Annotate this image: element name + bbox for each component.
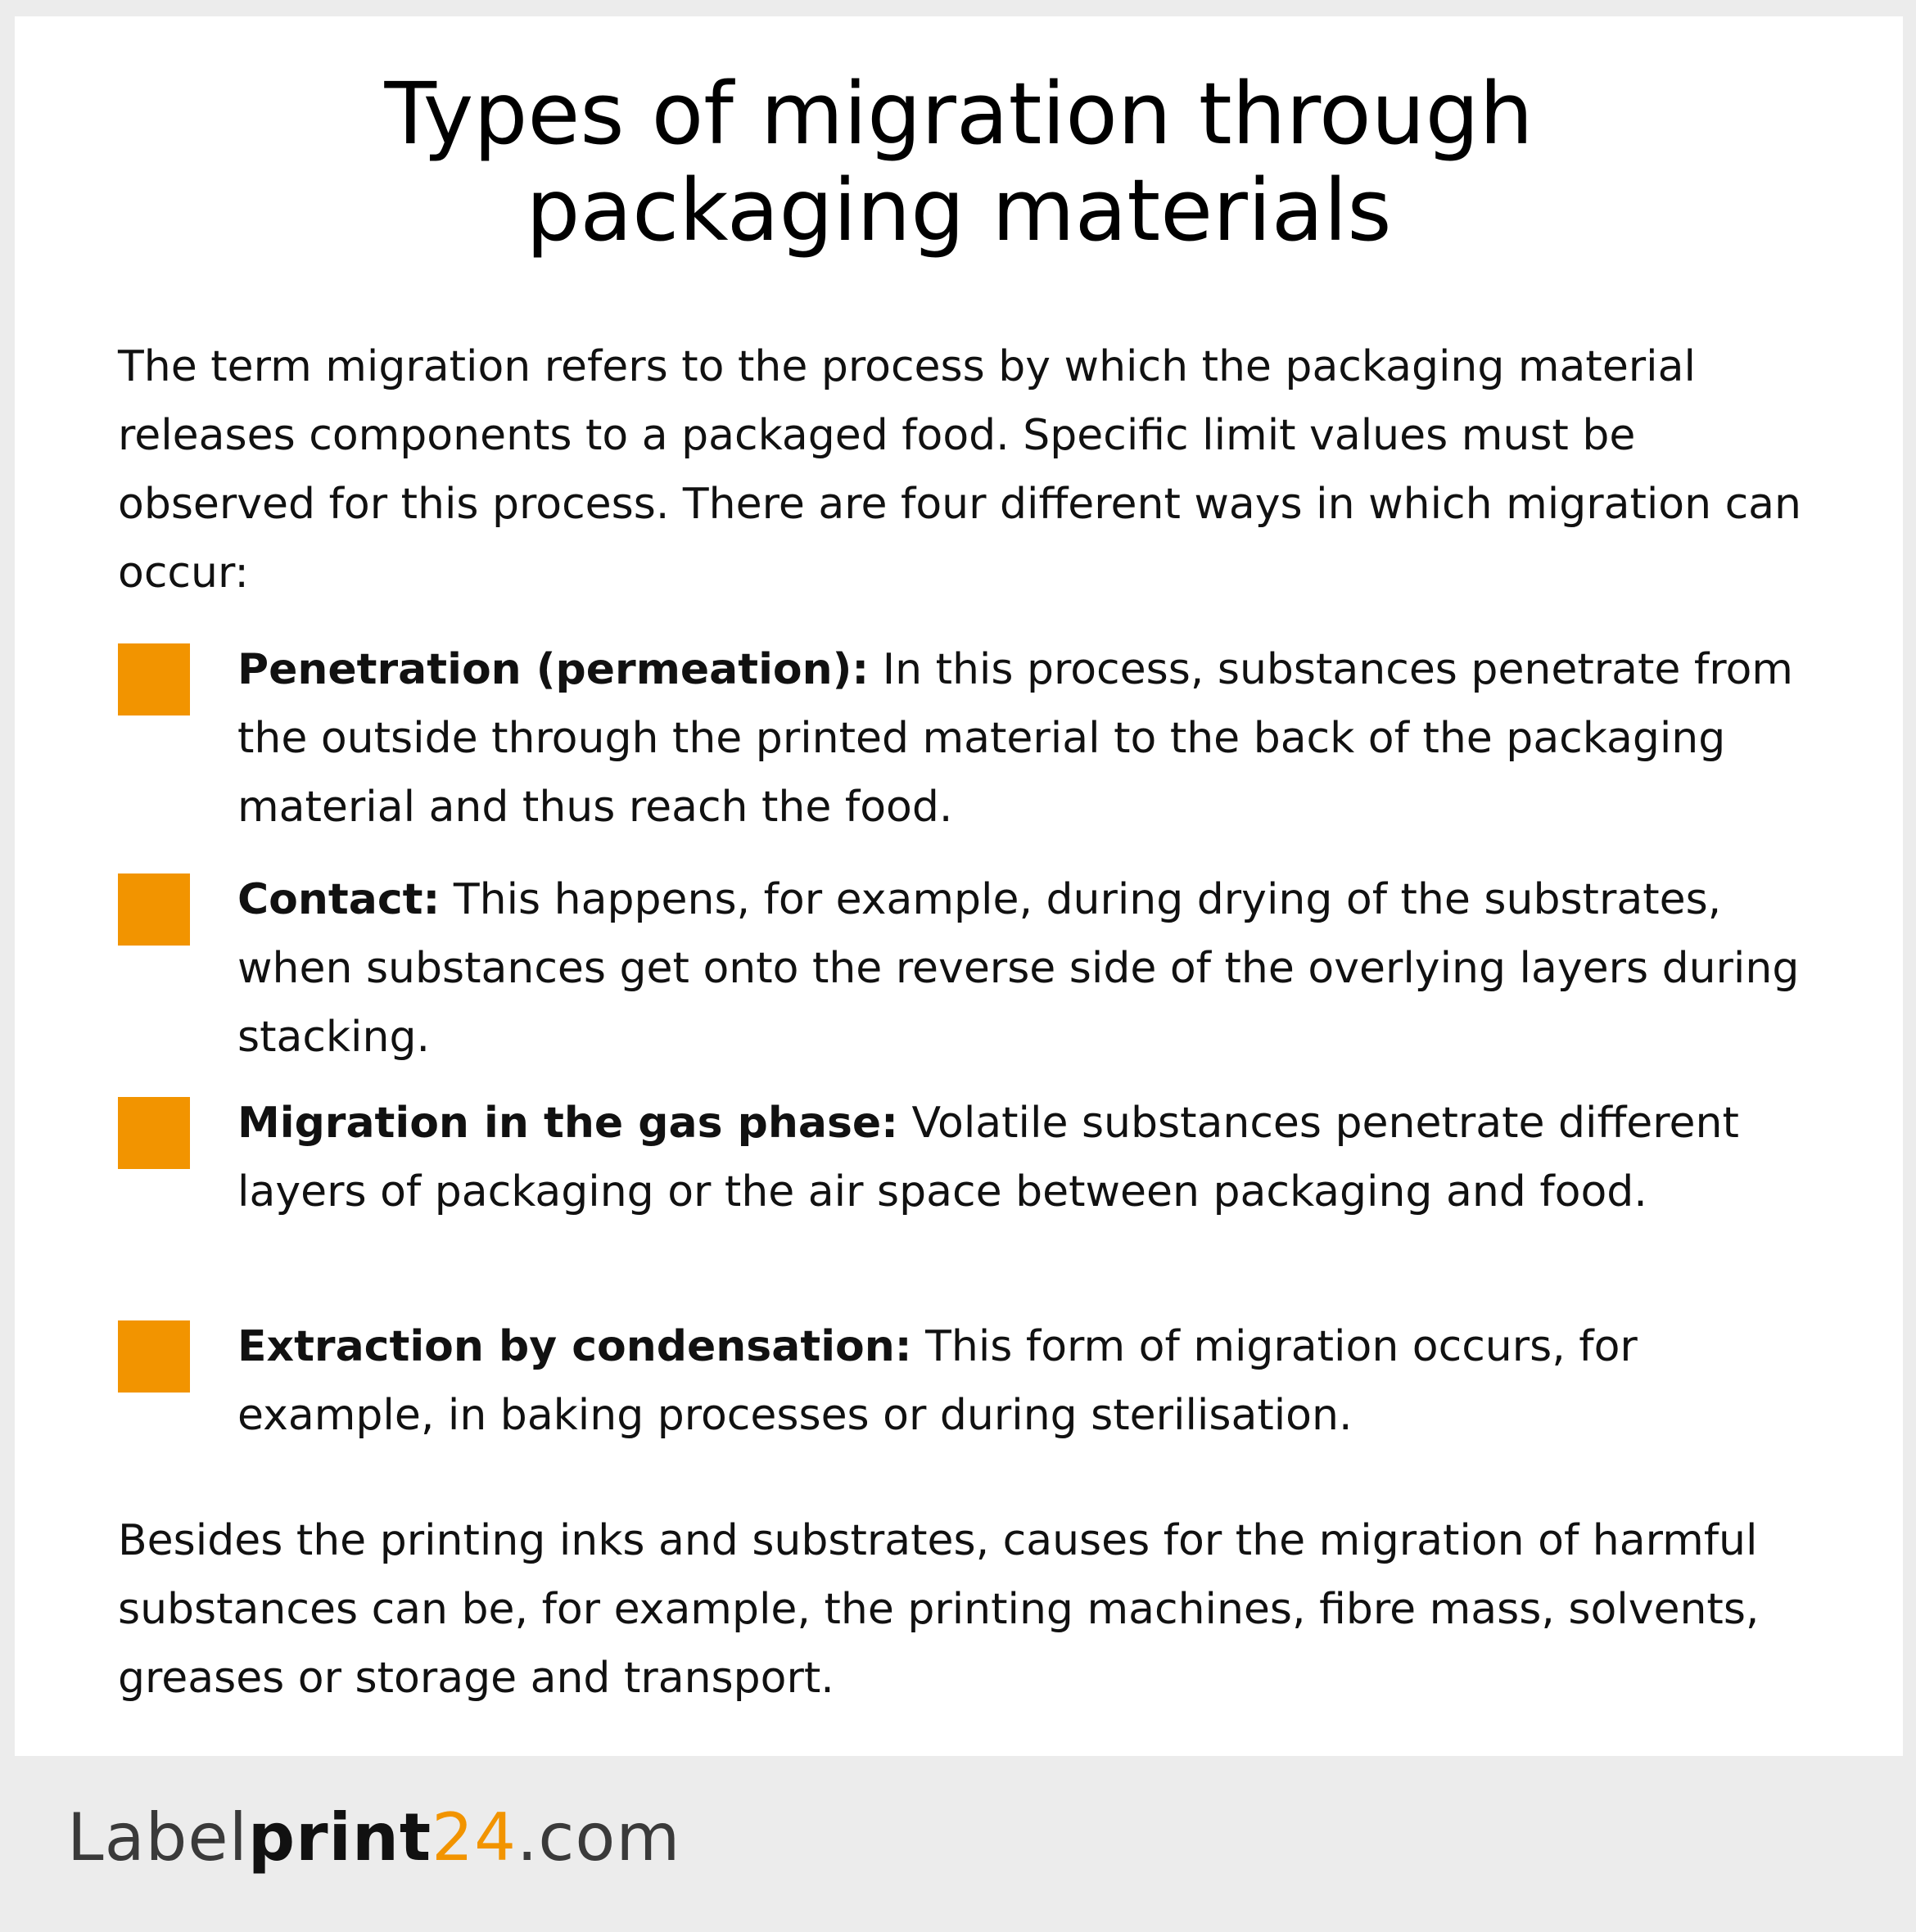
bullet-text bbox=[237, 865, 1834, 1072]
bullet-description: Volatile substances penetrate different layers of packaging or the air space between packaging and food. bbox=[237, 1099, 1739, 1217]
bullet-square-icon bbox=[118, 1097, 190, 1169]
bullet-square-icon bbox=[118, 1320, 190, 1393]
outro-paragraph: Besides the printing inks and substrates, causes for the migration of harmful substances can be, for example, the printing machines, fibre mass, solvents, greases or storage and transport. bbox=[118, 1516, 1760, 1703]
bullet-term: Migration in the gas phase: bbox=[237, 1099, 898, 1148]
bullet-square-icon bbox=[118, 873, 190, 946]
logo-part-label: Label bbox=[67, 1799, 248, 1876]
bullet-description: This happens, for example, during drying of the substrates, when substances get onto the reverse side of the overlying layers during stacking. bbox=[237, 875, 1800, 1062]
bullet-term: Penetration (permeation): bbox=[237, 645, 870, 694]
bullet-text bbox=[237, 1089, 1834, 1226]
bullet-text bbox=[237, 635, 1834, 842]
bullet-square-icon bbox=[118, 643, 190, 715]
bullet-term: Contact: bbox=[237, 875, 441, 924]
intro-paragraph: The term migration refers to the process by which the packaging material releases components to a packaged food. Specific limit values must be observed for this process. There are four different ways in which migration can occur: bbox=[118, 342, 1802, 598]
content-card bbox=[15, 16, 1903, 1756]
bullet-text bbox=[237, 1312, 1834, 1450]
logo-part-24: 24 bbox=[432, 1799, 517, 1876]
logo-part-com: .com bbox=[516, 1799, 681, 1876]
bullet-description: In this process, substances penetrate from the outside through the printed material to the back of the packaging material and thus reach the food. bbox=[237, 645, 1793, 832]
bullet-term: Extraction by condensation: bbox=[237, 1322, 912, 1371]
bullet-description: This form of migration occurs, for example, in baking processes or during sterilisation. bbox=[237, 1322, 1638, 1440]
title-line-1: Types of migration through bbox=[384, 64, 1534, 164]
title-line-2: packaging materials bbox=[526, 160, 1392, 260]
logo-part-print: print bbox=[247, 1799, 432, 1876]
page-title bbox=[15, 65, 1903, 259]
labelprint24-logo bbox=[67, 1793, 680, 1883]
